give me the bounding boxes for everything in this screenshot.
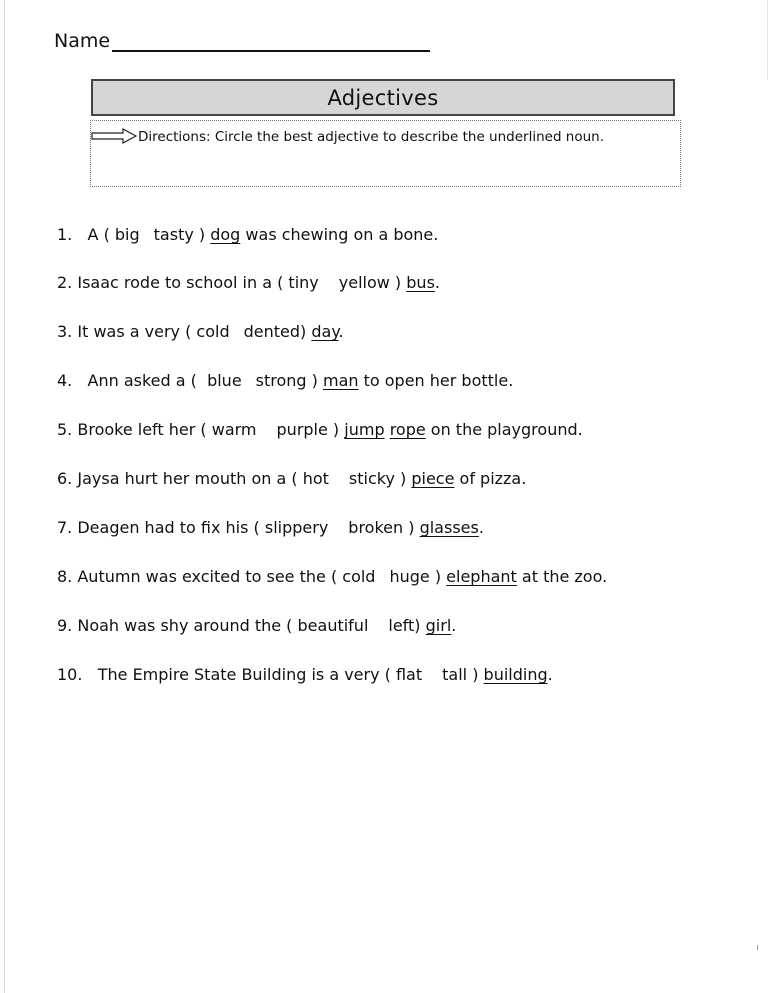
underlined-noun: piece <box>411 469 455 488</box>
question-text-start: Deagen had to fix his ( slippery <box>77 518 329 537</box>
question-text-end: at the zoo. <box>516 567 608 586</box>
question-text-start: It was a very ( cold <box>77 322 230 341</box>
question-text-end: . <box>451 616 457 635</box>
adjective-choice[interactable]: yellow ) <box>338 273 402 292</box>
adjective-choice[interactable]: purple ) <box>276 420 340 439</box>
question-text-end: . <box>547 665 553 684</box>
question-text-end: . <box>434 273 440 292</box>
adjective-choice[interactable]: sticky ) <box>348 469 407 488</box>
question-number: 7. <box>57 518 73 537</box>
question-number: 1. <box>57 225 73 244</box>
question-item <box>57 469 526 489</box>
underlined-noun: building <box>483 665 548 684</box>
name-label: Name <box>54 30 111 52</box>
question-text-start: Isaac rode to school in a ( tiny <box>77 273 319 292</box>
question-item <box>57 225 438 245</box>
directions-text: Directions: Circle the best adjective to describe the underlined noun. <box>138 129 605 145</box>
adjective-choice[interactable]: huge ) <box>389 567 442 586</box>
question-text-start: Jaysa hurt her mouth on a ( hot <box>77 469 329 488</box>
underlined-noun: dog <box>210 225 241 244</box>
underlined-noun: girl <box>425 616 452 635</box>
question-text-end: on the playground. <box>425 420 583 439</box>
question-number: 2. <box>57 273 73 292</box>
question-text-end: . <box>478 518 484 537</box>
question-text-start: Ann asked a ( blue <box>87 371 242 390</box>
adjective-choice[interactable]: strong ) <box>255 371 318 390</box>
underlined-noun: day <box>311 322 339 341</box>
page-left-edge <box>4 0 5 993</box>
question-item <box>57 273 440 293</box>
adjective-choice[interactable]: tall ) <box>442 665 479 684</box>
question-text-start: The Empire State Building is a very ( flat <box>97 665 423 684</box>
question-text-start: Autumn was excited to see the ( cold <box>77 567 376 586</box>
question-number: 4. <box>57 371 73 390</box>
adjective-choice[interactable]: tasty ) <box>153 225 206 244</box>
question-text-end: of pizza. <box>454 469 527 488</box>
question-text-end: was chewing on a bone. <box>240 225 439 244</box>
question-item <box>57 371 513 391</box>
question-text-start: A ( big <box>87 225 140 244</box>
question-number: 9. <box>57 616 73 635</box>
question-number: 10. <box>57 665 83 684</box>
question-item <box>57 616 456 636</box>
scan-mark <box>757 945 758 950</box>
name-row <box>54 30 430 52</box>
question-number: 6. <box>57 469 73 488</box>
directions-box <box>90 120 681 187</box>
question-item <box>57 567 607 587</box>
name-blank-line[interactable] <box>112 30 430 52</box>
underlined-noun: rope <box>389 420 426 439</box>
underlined-noun: elephant <box>446 567 517 586</box>
question-item <box>57 665 553 685</box>
underlined-noun: man <box>323 371 359 390</box>
question-item <box>57 518 484 538</box>
question-number: 5. <box>57 420 73 439</box>
adjective-choice[interactable]: broken ) <box>348 518 415 537</box>
underlined-noun: bus <box>406 273 435 292</box>
question-text-start: Noah was shy around the ( beautiful <box>77 616 369 635</box>
question-item <box>57 420 583 440</box>
underlined-noun: jump <box>344 420 385 439</box>
right-arrow-icon <box>91 128 137 144</box>
question-text-start: Brooke left her ( warm <box>77 420 257 439</box>
question-number: 3. <box>57 322 73 341</box>
question-item <box>57 322 344 342</box>
question-text-end: . <box>338 322 344 341</box>
worksheet-title-box <box>91 79 675 116</box>
underlined-noun: glasses <box>419 518 479 537</box>
question-text-end: to open her bottle. <box>358 371 514 390</box>
worksheet-title: Adjectives <box>327 85 439 110</box>
adjective-choice[interactable]: left) <box>388 616 421 635</box>
question-number: 8. <box>57 567 73 586</box>
adjective-choice[interactable]: dented) <box>243 322 307 341</box>
